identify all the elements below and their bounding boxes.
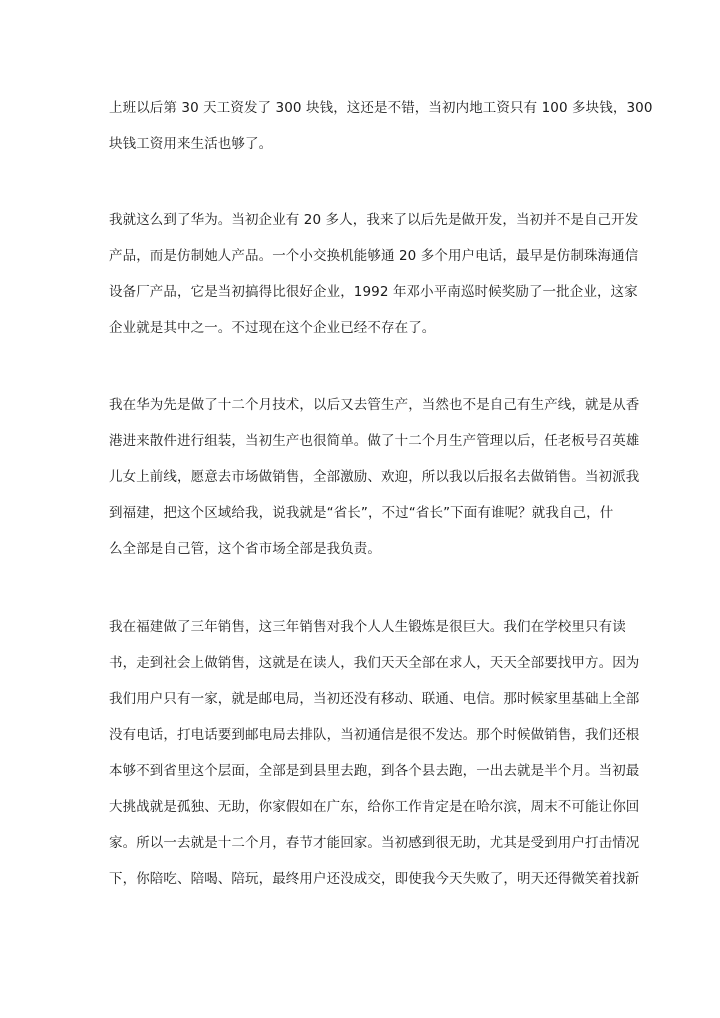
paragraph-3-line-4: 到福建，把这个区域给我，说我就是“省长”，不过“省长”下面有谁呢？就我自己，什	[109, 505, 614, 521]
paragraph-2-line-2: 产品，而是仿制她人产品。一个小交换机能够通 20 多个用户电话，最早是仿制珠海通信	[109, 248, 639, 264]
paragraph-3-line-3: 儿女上前线，愿意去市场做销售，全部激励、欢迎，所以我以后报名去做销售。当初派我	[109, 469, 640, 485]
paragraph-3-line-1: 我在华为先是做了十二个月技术，以后又去管生产，当然也不是自己有生产线，就是从香	[109, 397, 640, 413]
paragraph-3-line-2: 港进来散件进行组装，当初生产也很简单。做了十二个月生产管理以后，任老板号召英雄	[109, 433, 640, 449]
paragraph-1-line-1: 上班以后第 30 天工资发了 300 块钱，这还是不错，当初内地工资只有 100 多块钱，300	[109, 100, 653, 116]
paragraph-2-line-4: 企业就是其中之一。不过现在这个企业已经不存在了。	[109, 320, 436, 336]
paragraph-4-line-2: 书，走到社会上做销售，这就是在读人，我们天天全部在求人，天天全部要找甲方。因为	[109, 655, 640, 671]
paragraph-1-line-2: 块钱工资用来生活也够了。	[109, 136, 273, 152]
paragraph-2-line-1: 我就这么到了华为。当初企业有 20 多人，我来了以后先是做开发，当初并不是自己开发	[109, 212, 639, 228]
paragraph-4-line-8: 下，你陪吃、陪喝、陪玩，最终用户还没成交，即使我今天失败了，明天还得微笑着找新	[109, 871, 640, 887]
paragraph-4-line-1: 我在福建做了三年销售，这三年销售对我个人人生锻炼是很巨大。我们在学校里只有读	[109, 619, 626, 635]
paragraph-3-line-5: 么全部是自己管，这个省市场全部是我负责。	[109, 541, 381, 557]
paragraph-2-line-3: 设备厂产品，它是当初搞得比很好企业，1992 年邓小平南巡时候奖励了一批企业，这家	[109, 284, 638, 300]
paragraph-4-line-5: 本够不到省里这个层面，全部是到县里去跑，到各个县去跑，一出去就是半个月。当初最	[109, 763, 640, 779]
paragraph-4-line-4: 没有电话，打电话要到邮电局去排队，当初通信是很不发达。那个时候做销售，我们还根	[109, 727, 640, 743]
paragraph-4-line-3: 我们用户只有一家，就是邮电局，当初还没有移动、联通、电信。那时候家里基础上全部	[109, 691, 640, 707]
paragraph-4-line-6: 大挑战就是孤独、无助，你家假如在广东，给你工作肯定是在哈尔滨，周末不可能让你回	[109, 799, 640, 815]
paragraph-4-line-7: 家。所以一去就是十二个月，春节才能回家。当初感到很无助，尤其是受到用户打击情况	[109, 835, 640, 851]
